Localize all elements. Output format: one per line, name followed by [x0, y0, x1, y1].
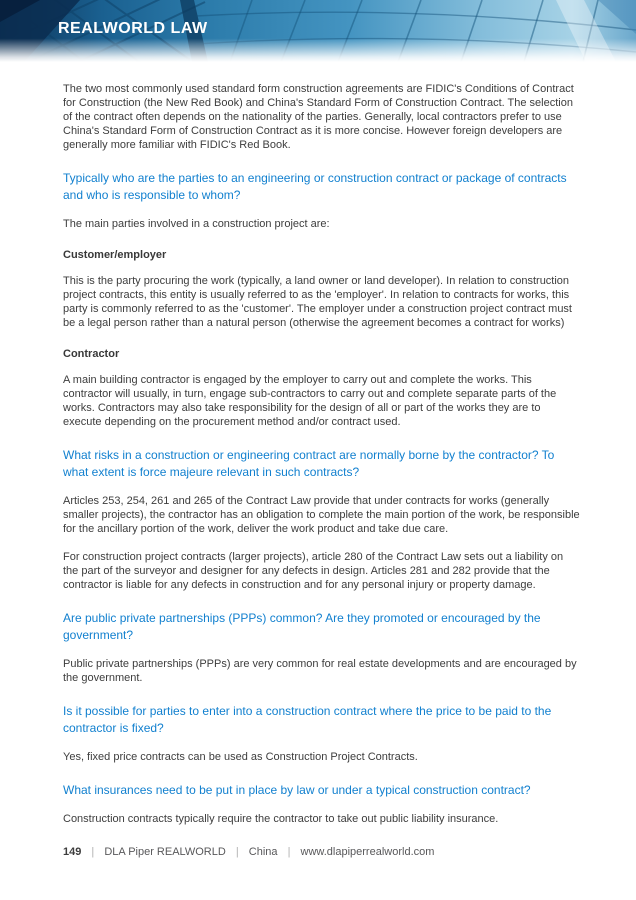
footer-separator: |: [91, 846, 95, 858]
question-heading: Typically who are the parties to an engineering or construction contract or package of contracts and who is responsible to whom?: [63, 171, 567, 202]
paragraph: Construction contracts typically require the contractor to take out public liability insurance.: [63, 813, 499, 825]
question-heading: What insurances need to be put in place by law or under a typical construction contract?: [63, 783, 531, 797]
question-heading: What risks in a construction or engineering contract are normally borne by the contractor? To what extent is force majeure relevant in such contracts?: [63, 448, 555, 479]
footer-url[interactable]: www.dlapiperrealworld.com: [300, 846, 435, 858]
page-number: 149: [63, 846, 82, 858]
paragraph: This is the party procuring the work (typically, a land owner or land developer). In relation to construction project contracts, this entity is usually referred to as the 'employer'. In relation to contracts for works, this party is commonly referred to as the 'customer'. The employer under a construction project contract must be a legal person rather than a natural person (otherwise the agreement becomes a contract for works): [63, 275, 572, 329]
page-header: [0, 0, 636, 62]
paragraph: A main building contractor is engaged by the employer to carry out and complete the works. This contractor will usually, in turn, engage sub-contractors to carry out and complete separate parts of the works. Contractors may also take responsibility for the design of all or part of the works they are to execute depending on the procurement method and/or contract used.: [63, 374, 557, 428]
footer-separator: |: [287, 846, 291, 858]
sub-heading: Customer/employer: [63, 249, 167, 261]
paragraph: Articles 253, 254, 261 and 265 of the Contract Law provide that under contracts for works (generally smaller projects), the contractor has an obligation to complete the main portion of the work, be responsible for the ancillary portion of the work, deliver the work product and take due care.: [63, 495, 580, 535]
paragraph: For construction project contracts (larger projects), article 280 of the Contract Law sets out a liability on the part of the surveyor and designer for any defects in design. Articles 281 and 282 provide that the contractor is liable for any defects in construction and for any personal injury or property damage.: [63, 551, 564, 591]
paragraph: The main parties involved in a construction project are:: [63, 218, 330, 230]
footer-brand: DLA Piper REALWORLD: [104, 846, 226, 858]
sub-heading: Contractor: [63, 348, 120, 360]
question-heading: Is it possible for parties to enter into a construction contract where the price to be paid to the contractor is fixed?: [63, 704, 552, 735]
paragraph: Public private partnerships (PPPs) are very common for real estate developments and are encouraged by the government.: [63, 658, 577, 684]
paragraph: The two most commonly used standard form construction agreements are FIDIC's Conditions of Contract for Construction (the New Red Book) and China's Standard Form of Construction Contract. The selection of the contract often depends on the nationality of the parties. Generally, local contractors prefer to use China's Standard Form of Construction Contract as it is more concise. However foreign developers are generally more familiar with FIDIC's Red Book.: [63, 83, 574, 151]
page-footer: [63, 846, 434, 858]
paragraph: Yes, fixed price contracts can be used as Construction Project Contracts.: [63, 751, 418, 763]
question-heading: Are public private partnerships (PPPs) common? Are they promoted or encouraged by the government?: [63, 611, 541, 642]
footer-country: China: [248, 846, 278, 858]
brand-title: REALWORLD LAW: [58, 20, 208, 37]
page-content: [0, 62, 636, 826]
footer-separator: |: [235, 846, 239, 858]
